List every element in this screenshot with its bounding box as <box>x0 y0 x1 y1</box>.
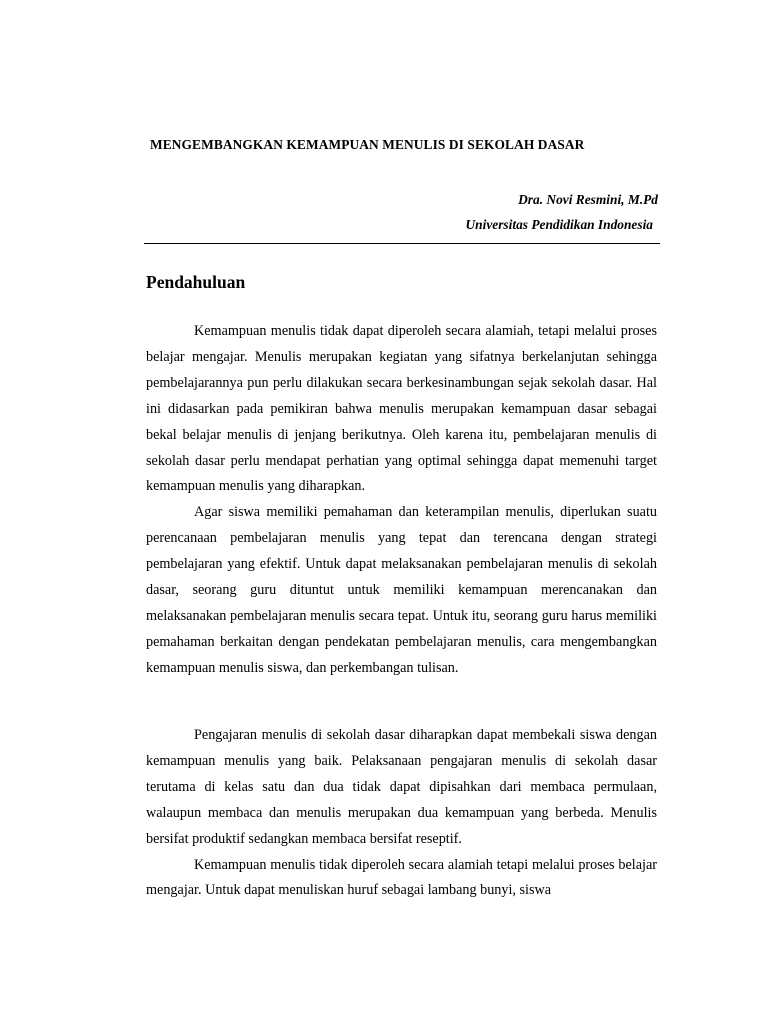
body-block-2 <box>146 723 657 904</box>
header-divider <box>144 243 660 244</box>
author-affiliation: Universitas Pendidikan Indonesia <box>465 217 653 232</box>
document-title: MENGEMBANGKAN KEMAMPUAN MENULIS DI SEKOLAH DASAR <box>150 137 585 152</box>
section-heading: Pendahuluan <box>146 272 246 292</box>
paragraph: Kemampuan menulis tidak diperoleh secara alamiah tetapi melalui proses belajar mengajar. Untuk dapat menuliskan huruf sebagai lambang bunyi, siswa <box>146 856 657 899</box>
paragraph: Pengajaran menulis di sekolah dasar diharapkan dapat membekali siswa dengan kemampuan menulis yang baik. Pelaksanaan pengajaran menulis di sekolah dasar terutama di kelas satu dan dua tidak dapat dipisahkan dari membaca permulaan, walaupun membaca dan menulis merupakan dua kemampuan yang berbeda. Menulis bersifat produktif sedangkan membaca bersifat reseptif. <box>146 727 657 847</box>
paragraph: Kemampuan menulis tidak dapat diperoleh secara alamiah, tetapi melalui proses belajar mengajar. Menulis merupakan kegiatan yang sifatnya berkelanjutan sehingga pembelajarannya pun perlu dilakukan secara berkesinambungan sejak sekolah dasar. Hal ini didasarkan pada pemikiran bahwa menulis merupakan kemampuan dasar sebagai bekal belajar menulis di jenjang berikutnya. Oleh karena itu, pembelajaran menulis di sekolah dasar perlu mendapat perhatian yang optimal sehingga dapat memenuhi target kemampuan menulis yang diharapkan. <box>146 323 657 495</box>
paragraph: Agar siswa memiliki pemahaman dan keterampilan menulis, diperlukan suatu perencanaan pembelajaran menulis yang tepat dan terencana dengan strategi pembelajaran yang efektif. Untuk dapat melaksanakan pembelajaran menulis di sekolah dasar, seorang guru dituntut untuk memiliki kemampuan merencanakan dan melaksanakan pembelajaran menulis secara tepat. Untuk itu, seorang guru harus memiliki pemahaman berkaitan dengan pendekatan pembelajaran menulis, cara mengembangkan kemampuan menulis siswa, dan perkembangan tulisan. <box>146 504 657 676</box>
body-block-1 <box>146 319 657 682</box>
author-name: Dra. Novi Resmini, M.Pd <box>518 192 658 207</box>
